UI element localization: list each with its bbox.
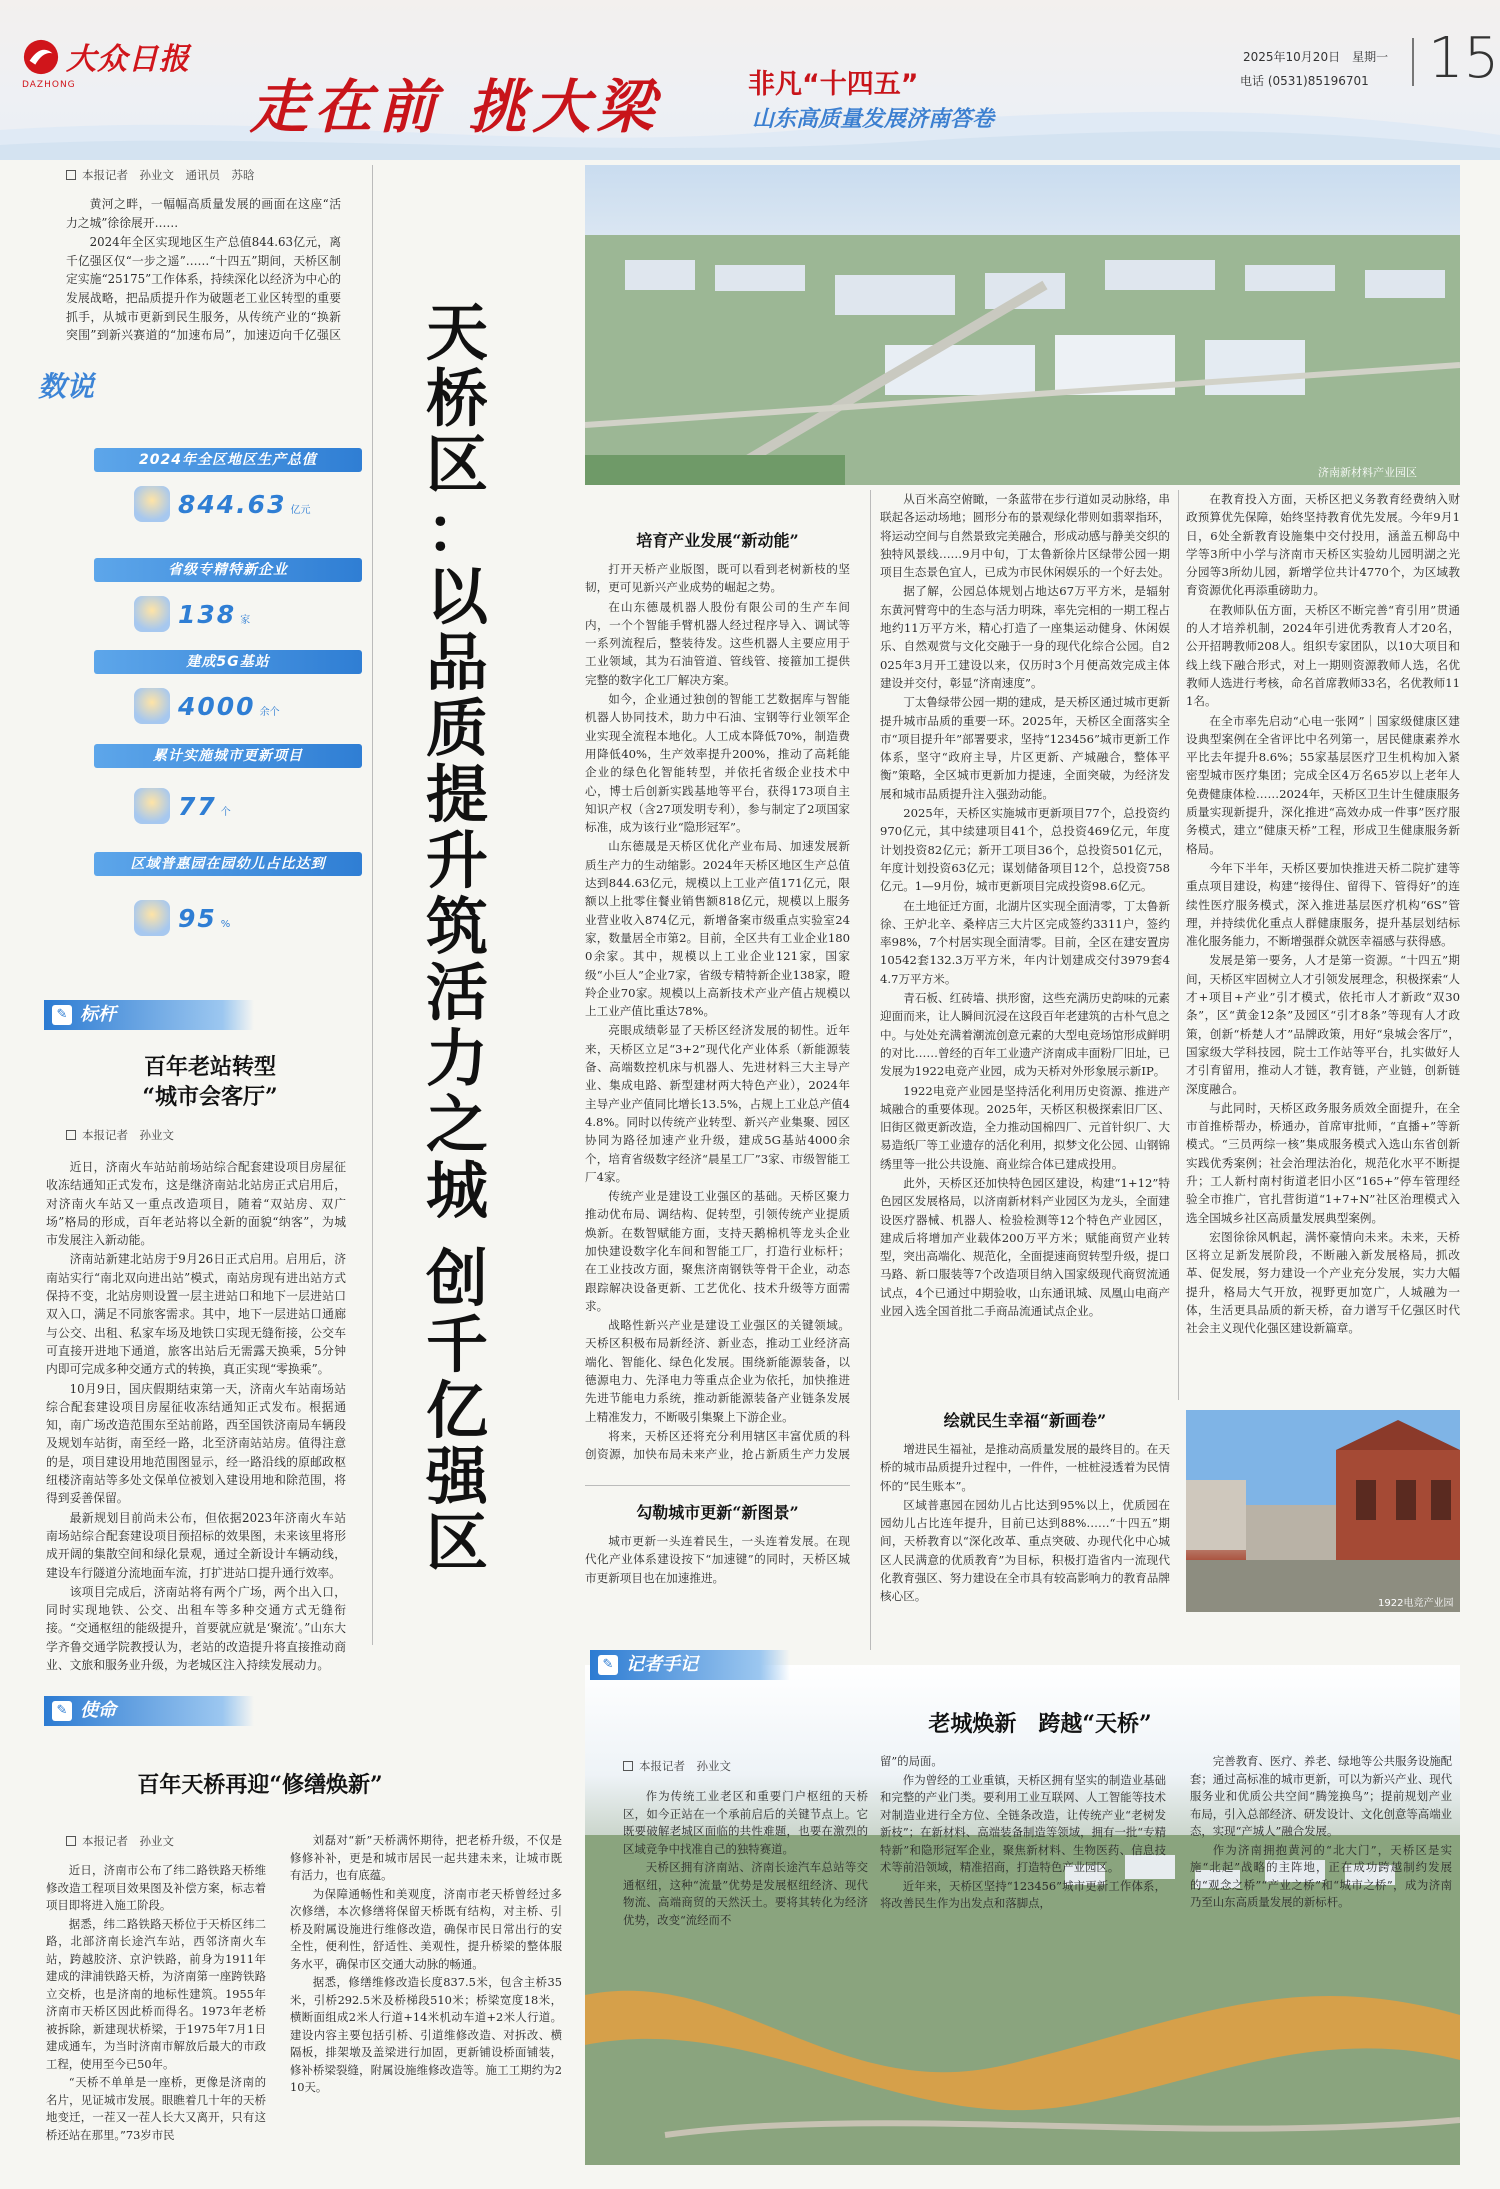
body-paragraph: 打开天桥产业版图，既可以看到老树新枝的坚韧，更可见新兴产业成势的崛起之势。 bbox=[585, 562, 850, 595]
stat-label: 省级专精特新企业 bbox=[94, 558, 362, 582]
body-paragraph: 在土地征迁方面，北湖片区实现全面清零，丁太鲁新徐、王炉北辛、桑梓店三大片区完成签约3311户，签约率98%，7个村居实现全面清零。目前，全区在建安置房10542套132.3万平方米，年内计划建成交付3979套44.7万平方米。 bbox=[880, 898, 1170, 986]
issue-date: 2025年10月20日 星期一 bbox=[1243, 50, 1389, 64]
body-paragraph: 近日，济南火车站站前场站综合配套建设项目房屋征收冻结通知正式发布，这是继济南站北站房正式启用后，对济南火车站又一重点改造项目，随着“双站房、双广场”格局的形成，百年老站将以全新的面貌“纳客”，为城市发展注入新动能。 bbox=[46, 1160, 346, 1248]
stat-value: 138 家 bbox=[178, 600, 251, 629]
body-paragraph: 亮眼成绩彰显了天桥区经济发展的韧性。近年来，天桥区立足“3+2”现代化产业体系（新能源装备、高端数控机床与机器人、先进材料三大主导产业、集成电路、新型建材两大特色产业），2024年主导产业产值同比增长13.5%，占规上工业总产值44.8%。同时以传统产业转型、新兴产业集聚、园区协同为路径加速产业升级，建成5G基站4000余个，培育省级数字经济“晨星工厂”3家、市级智能工厂4家。 bbox=[585, 1023, 850, 1184]
section-b-intro bbox=[585, 1532, 850, 1647]
body-paragraph: 近年来，天桥区坚持“123456”城市更新工作体系，将改善民生作为出发点和落脚点， bbox=[880, 1878, 1166, 1910]
commentary-col1 bbox=[623, 1788, 868, 1948]
five-year-title: 非凡“十四五” bbox=[748, 69, 919, 100]
main-photo-caption: 济南新材料产业园区 bbox=[1318, 466, 1417, 479]
section-divider bbox=[585, 1485, 850, 1486]
lead-paragraph: 2024年全区实现地区生产总值844.63亿元，离千亿强区仅“一步之遥”……“十四五”期间，天桥区制定实施“25175”工作体系，持续深化以经济为中心的发展战略，把品质提升作为破题老工业区转型的重要抓手，从城市更新到民生服务，从传统产业的“换新突围”到新兴赛道的“加速布局”，加速迈向千亿强区 bbox=[66, 235, 341, 343]
body-paragraph: 从百米高空俯瞰，一条蓝带在步行道如灵动脉络，串联起各运动场地；圆形分布的景观绿化带则如翡翠指环，将运动空间与自然景致完美融合，形成动感与静美交织的独特风景线……9月中旬，丁太鲁新徐片区绿带公园一期项目生态景色宜人，已成为市民休闲娱乐的一个好去处。 bbox=[880, 492, 1170, 580]
enterprise-icon bbox=[134, 596, 170, 632]
city-renewal-icon bbox=[134, 788, 170, 824]
body-paragraph: 2025年，天桥区实施城市更新项目77个，总投资约970亿元，其中续建项目41个，总投资469亿元，年度计划投资82亿元；新开工项目36个，总投资501亿元，年度计划投资63亿元；谋划储备项目12个，总投资758亿元。1—9月份，城市更新项目完成投资98.6亿元。 bbox=[880, 806, 1170, 894]
stat-label: 2024年全区地区生产总值 bbox=[94, 448, 362, 472]
body-paragraph: 刘磊对“新”天桥满怀期待，把老桥升级，不仅是修修补补，更是和城市居民一起共建未来，让城市既有活力，也有底蕴。 bbox=[290, 1833, 562, 1882]
body-paragraph: 发展是第一要务，人才是第一资源。“十四五”期间，天桥区牢固树立人才引领发展理念，积极探索“人才+项目+产业”引才模式，依托市人才新政“双30条”，区“黄金12条”及园区“引才8条”等现有人才政策，创新“桥楚人才”品牌政策，用好“泉城会客厅”，国家级大学科技园，院士工作站等平台，扎实做好人才引育留用，推动人才链，教育链，产业链，创新链深度融合。 bbox=[1186, 953, 1460, 1096]
stat-value: 4000 余个 bbox=[178, 692, 280, 721]
body-paragraph: 丁太鲁绿带公园一期的建成，是天桥区通过城市更新提升城市品质的重要一环。2025年，天桥区全面落实全市“项目提升年”部署要求，坚持“123456”城市更新工作体系，坚守“政府主导，片区更新、产城融合，整体平衡”策略，全区城市更新加力提速，全面突破，为经济发展和城市品质提升注入强劲动能。 bbox=[880, 695, 1170, 801]
shiming-byline: 本报记者 孙业文 bbox=[66, 1833, 174, 1849]
body-paragraph: 在全市率先启动“心电一张网”｜国家级健康区建设典型案例在全省评比中名列第一，居民健康素养水平比去年提升8.6%；55家基层医疗卫生机构加入紧密型城市医疗集团；完成全区4万名65岁以上老年人免费健康体检……2024年，天桥区卫生计生健康服务质量实现新提升，深化推进“高效办成一件事”医疗服务模式，建立“健康天桥”工程，形成卫生健康服务新格局。 bbox=[1186, 713, 1460, 856]
stat-value: 844.63 亿元 bbox=[178, 490, 311, 519]
body-paragraph: 将来，天桥区还将充分利用辖区丰富优质的科创资源，加快布局未来产业，抢占新质生产力发展 bbox=[585, 1428, 850, 1462]
body-paragraph: “天桥不单单是一座桥，更像是济南的名片，见证城市发展。眼瞧着几十年的天桥地变迁，一茬又一茬人长大又离开，只有这桥还站在那里。”73岁市民 bbox=[46, 2075, 266, 2142]
commentary-headline: 老城焕新 跨越“天桥” bbox=[928, 1711, 1152, 1737]
body-paragraph: 天桥区拥有济南站、济南长途汽车总站等交通枢纽，这种“流量”优势是发展枢纽经济、现代物流、高端商贸的天然沃土。要将其转化为经济优势，改变“流经而不 bbox=[623, 1860, 868, 1927]
column-divider bbox=[870, 490, 871, 1650]
page-number-divider bbox=[1412, 38, 1414, 86]
body-paragraph: 最新规划目前尚未公布，但依据2023年济南火车站南场站综合配套建设项目预招标的效果图，未来该里将形成开阔的集散空间和绿化景观，通过全新设计车辆动线，建设车行隧道分流地面车流，打扩进站口提升通行效率。 bbox=[46, 1510, 346, 1580]
body-paragraph: 如今，企业通过独创的智能工艺数据库与智能机器人协同技术，助力中石油、宝钢等行业领军企业实现全流程本地化。人工成本降低70%，制造费用降低40%，生产效率提升200%，推动了高耗能企业的绿色化智能转型，并依托省级企业技术中心，博士后创新实践基地等平台，获得173项自主知识产权（含27项发明专利），参与制定了2项国家标准，成为该行业“隐形冠军”。 bbox=[585, 692, 850, 835]
body-paragraph: 城市更新一头连着民生，一头连着发展。在现代化产业体系建设按下“加速键”的同时，天桥区城市更新项目也在加速推进。 bbox=[585, 1534, 850, 1585]
section-b-heading: 勾勒城市更新“新图景” bbox=[636, 1503, 799, 1522]
industrial-park-illustration bbox=[585, 165, 1460, 485]
esports-park-illustration bbox=[1186, 1410, 1460, 1612]
body-paragraph: 该项目完成后，济南站将有两个广场，两个出入口，同时实现地铁、公交、出租车等多种交通方式无缝衔接。“交通枢纽的能级提升，首要就应就是‘聚流’。”山东大学齐鲁交通学院教授认为，老站的改造提升将直接推动商业、文旅和服务业升级，为老城区注入持续发展动力。 bbox=[46, 1584, 346, 1673]
body-paragraph: 与此同时，天桥区政务服务质效全面提升，在全市首推桥帮办，桥通办，首席审批师，“直播+”等新模式。“三员两综一核”集成服务模式入选山东省创新实践优秀案例；社会治理法治化，规范化水平不断提升；工人新村南村街道老旧小区“165+”停车管理经验全市推广，官扎营街道“1+7+N”社区治理模式入选全国城乡社区高质量发展典型案例。 bbox=[1186, 1100, 1460, 1225]
biaogan-byline: 本报记者 孙业文 bbox=[66, 1127, 174, 1143]
main-lead bbox=[66, 195, 341, 345]
column-divider bbox=[372, 165, 373, 1645]
section-c-heading: 绘就民生幸福“新画卷” bbox=[880, 1408, 1170, 1431]
page-subtitle: 山东高质量发展济南答卷 bbox=[752, 107, 995, 132]
commentary-byline: 本报记者 孙业文 bbox=[623, 1758, 731, 1774]
contact-phone: 电话 (0531)85196701 bbox=[1240, 74, 1369, 88]
gdp-chart-icon bbox=[134, 486, 170, 522]
body-paragraph: 作为济南拥抱黄河的“北大门”，天桥区是实施“北起”战略的主阵地，正在成功跨越制约发展的“观念之桥”“产业之桥”和“城市之桥”，成为济南乃至山东高质量发展的新标杆。 bbox=[1190, 1842, 1452, 1909]
newspaper-logo-text: 大众日报 bbox=[66, 42, 190, 77]
stat-label: 建成5G基站 bbox=[94, 650, 362, 674]
body-paragraph: 山东德晟是天桥区优化产业布局、加速发展新质生产力的生动缩影。2024年天桥区地区生产总值达到844.63亿元，规模以上工业产值171亿元，限额以上批零住餐业销售额818亿元，规模以上服务业营业收入874亿元，新增备案市级重点实验室24家，数量居全市第2。目前，全区共有工业企业1800余家。其中，规模以上工业企业121家，国家级“小巨人”企业7家，省级专精特新企业138家，瞪羚企业70家。规模以上高新技术产业产值占规模以上工业产值比重达78%。 bbox=[585, 839, 850, 1019]
shiming-headline: 百年天桥再迎“修缮焕新” bbox=[137, 1772, 383, 1798]
body-paragraph: 在教师队伍方面，天桥区不断完善“育引用”贯通的人才培养机制，2024年引进优秀教育人才20名，公开招聘教师208人。组织专家团队，以10大项目和线上线下融合形式，对上一期则资源教师人选，名优教师人选进行考核，命名首席教师33名，名优教师111名。 bbox=[1186, 602, 1460, 709]
body-paragraph: 此外，天桥区还加快特色园区建设，构建“1+12”特色园区发展格局，以济南新材料产业园区为龙头，全面建设医疗器械、机器人、检验检测等12个特色产业园区，建成后将增加产业载体200万平方米；赋能商贸产业转型，突出高端化、规范化，全面提速商贸转型升级，提口马路、新口服装等7个改造项目纳入国家级现代商贸流通试点，4个已通过中期验收，山东通讯城、凤凰山电商产业园入选全国首批二手商品流通试点企业。 bbox=[880, 1175, 1170, 1319]
body-paragraph: 据悉，修缮维修改造长度837.5米，包含主桥35米，引桥292.5米及桥梯段510米；桥梁宽度18米，横断面组成2米人行道+14米机动车道+2米人行道。建设内容主要包括引桥、引道维修改造、对拆改、横隔板，排架墩及盖梁进行加固，更新铺设桥面铺装，修补桥梁裂缝，附属设施维修改造等。施工工期约为210天。 bbox=[290, 1975, 562, 2094]
industrial-park-aerial-photo bbox=[585, 165, 1460, 485]
stat-value: 95 % bbox=[178, 904, 231, 933]
body-paragraph: 近日，济南市公布了纬二路铁路天桥维修改造工程项目效果图及补偿方案，标志着项目即将进入施工阶段。 bbox=[46, 1863, 266, 1912]
dazhong-logo-icon bbox=[22, 38, 60, 76]
commentary-col2 bbox=[880, 1753, 1166, 1953]
body-paragraph: 战略性新兴产业是建设工业强区的关键领域。天桥区积极布局新经济、新业态，推动工业经济高端化、智能化、绿色化发展。围绕新能源装备，以德源电力、先泽电力等重点企业为依托，加快推进先进节能电力系统，推动新能源装备产业链条发展上精准发力，不断吸引集聚上下游企业。 bbox=[585, 1318, 850, 1424]
pencil-icon: ✎ bbox=[52, 1701, 72, 1721]
body-paragraph: 区域普惠园在园幼儿占比达到95%以上，优质园在园幼儿占比连年提升，目前已达到88%……“十四五”期间，天桥教育以“深化改革、重点突破、办现代化中心城区人民满意的优质教育”为目标，积极打造省内一流现代化教育强区、努力建设在全市具有较高影响力的教育品牌核心区。 bbox=[880, 1497, 1170, 1604]
biaogan-body bbox=[46, 1158, 346, 1678]
body-paragraph: 据了解，公园总体规划占地达67万平方米，是辐射东黄河臂弯中的生态与活力明珠，率先完相的一期工程占地约11万平方米，精心打造了一座集运动健身、休闲娱乐、自然观赏与文化交融于一身的现代化综合公园。自2025年3月开工建设以来，仅历时3个月便高效完成主体建设并交付，彰显“济南速度”。 bbox=[880, 584, 1170, 690]
body-paragraph: 宏图徐徐风帆起，满怀豪情向未来。未来，天桥区将立足新发展阶段，不断融入新发展格局，抓改革、促发展，努力建设一个产业充分发展，实力大幅提升，格局大气开放，视野更加宽广，人城融为一体，生活更具品质的新天桥，奋力谱写千亿强区时代社会主义现代化强区建设新篇章。 bbox=[1186, 1229, 1460, 1336]
biaogan-section-label: ✎ 标杆 bbox=[44, 1000, 254, 1030]
body-paragraph: 留”的局面。 bbox=[880, 1754, 943, 1768]
esports-photo-caption: 1922电竞产业园 bbox=[1378, 1598, 1454, 1609]
body-paragraph: 据悉，纬二路铁路天桥位于天桥区纬二路，北部济南长途汽车站，西邻济南火车站，跨越胶济、京沪铁路，前身为1911年建成的津浦铁路天桥，为济南第一座跨铁路立交桥，也是济南的地标性建筑。1955年济南市天桥区因此桥而得名。1973年老桥被拆除，新建现状桥梁，于1975年7月1日建成通车，为当时济南市解放后最大的市政工程，使用至今已50年。 bbox=[46, 1916, 266, 2071]
stat-value: 77 个 bbox=[178, 792, 231, 821]
shiming-section-label: ✎ 使命 bbox=[44, 1696, 254, 1726]
shiming-col1 bbox=[46, 1862, 266, 2182]
commentary-col3 bbox=[1190, 1753, 1452, 1953]
section-a-body bbox=[585, 560, 850, 1465]
stat-label: 区域普惠园在园幼儿占比达到 bbox=[94, 852, 362, 876]
shiming-col2 bbox=[290, 1832, 562, 2182]
lead-paragraph: 黄河之畔，一幅幅高质量发展的画面在这座“活力之城”徐徐展开…… bbox=[66, 197, 341, 230]
body-paragraph: 1922电竞产业园是坚持活化利用历史资源、推进产城融合的重要体现。2025年，天桥区积极探索旧厂区、旧街区微更新改造，全力推动国棉四厂、元首针织厂、大易造纸厂等工业遗存的活化利用，拟梦文化公园、山钢锦绣里等一批公共设施、商业综合体已建成投用。 bbox=[880, 1083, 1170, 1171]
body-paragraph: 在山东德晟机器人股份有限公司的生产车间内，一个个智能手臂机器人经过程序导入、调试等一系列流程后，整装待发。这些机器人主要应用于工业领域，其为石油管道、管线管、接箍加工提供完整的数字化工厂解决方案。 bbox=[585, 599, 850, 687]
page-number: 15 bbox=[1428, 26, 1500, 91]
page-slogan: 走在前 挑大梁 bbox=[250, 73, 661, 141]
pencil-icon: ✎ bbox=[598, 1655, 618, 1675]
body-paragraph: 济南站新建北站房于9月26日正式启用。启用后，济南站实行“南北双向进出站”模式，南站房现有进出站方式保持不变，北站房则设置一层主进站口和地下一层进站口双入口，满足不同旅客需求。其中，地下一层进站口通廊与公交、出租、私家车场及地铁口实现无缝衔接，公交车可直接开进地下通道，旅客出站后无需露天换乘，5分钟内即可完成多种交通方式的转换，真正实现“零换乘”。 bbox=[46, 1252, 346, 1377]
section-c-body bbox=[1186, 490, 1460, 1400]
section-a-heading: 培育产业发展“新动能” bbox=[636, 531, 799, 550]
body-paragraph: 作为传统工业老区和重要门户枢纽的天桥区，如今正站在一个承前启后的关键节点上。它既要破解老城区面临的共性难题，也要在激烈的区域竞争中找准自己的独特赛道。 bbox=[623, 1789, 868, 1856]
column-divider bbox=[1178, 490, 1179, 1400]
body-paragraph: 10月9日，国庆假期结束第一天，济南火车站南场站综合配套建设项目房屋征收冻结通知正式发布。根据通知，南广场改造范围东至站前路，西至国铁济南局车辆段及规划车站街，南至经一路，北至济南站站房。值得注意的是，项目建设用地范围图显示，经一路沿线的原邮政枢纽楼济南站等多处文保单位被划入建设用地和除范围，将得到妥善保留。 bbox=[46, 1381, 346, 1506]
body-paragraph: 在教育投入方面，天桥区把义务教育经费纳入财政预算优先保障，始终坚持教育优先发展。今年9月1日，6处全新教育设施集中交付投用，涵盖五柳岛中学等3所中小学与济南市天桥区实验幼儿园明湖之光分园等3所幼儿园，新增学位共计4770个，为区域教育资源优化再添重磅助力。 bbox=[1186, 492, 1460, 598]
section-c-intro bbox=[880, 1440, 1170, 1650]
stat-label: 累计实施城市更新项目 bbox=[94, 744, 362, 768]
newspaper-logo-sub: DAZHONG bbox=[22, 80, 76, 90]
body-paragraph: 青石板、红砖墙、拱形窗，这些充满历史韵味的元素迎面而来，让人瞬间沉浸在这段百年老建筑的古朴气息之中。与处处充满着潮流创意元素的大型电竞场馆形成鲜明的对比……曾经的百年工业遗产济南成丰面粉厂旧址，已发展为1922电竞产业园，成为天桥对外形象展示新IP。 bbox=[880, 991, 1170, 1079]
esports-park-photo bbox=[1186, 1410, 1460, 1612]
5g-tower-icon bbox=[134, 688, 170, 724]
main-headline: 天 桥 区 ： 以 品 质 提 升 筑 活 力 之 城 创 千 亿 强 区 bbox=[425, 296, 488, 1579]
pencil-icon: ✎ bbox=[52, 1005, 72, 1025]
kindergarten-icon bbox=[134, 900, 170, 936]
body-paragraph: 传统产业是建设工业强区的基础。天桥区聚力推动优布局、调结构、促转型，引领传统产业提质焕新。在数智赋能方面，支持天鹅棉机等龙头企业加快建设数字化车间和智能工厂，打造行业标杆；在工业技改方面，聚焦济南钢铁等骨干企业，动态跟踪解决设备更新、工艺优化、技术升级等方面需求。 bbox=[585, 1189, 850, 1313]
commentary-section-label: ✎ 记者手记 bbox=[590, 1650, 790, 1680]
stats-title: 数说 bbox=[38, 370, 95, 403]
body-paragraph: 完善教育、医疗、养老、绿地等公共服务设施配套；通过高标准的城市更新，可以为新兴产业、现代服务业和优质公共空间“腾笼换鸟”；提前规划产业布局，引入总部经济、研发设计、文化创意等高端业态，实现“产城人”融合发展。 bbox=[1190, 1754, 1452, 1838]
main-byline: 本报记者 孙业文 通讯员 苏晗 bbox=[66, 167, 255, 183]
biaogan-headline: 百年老站转型 “城市会客厅” bbox=[142, 1054, 278, 1110]
body-paragraph: 为保障通畅性和美观度，济南市老天桥曾经过多次修缮，本次修缮将保留天桥既有结构，对主桥、引桥及附属设施进行维修改造，确保市民日常出行的安全性，便利性，舒适性、美观性，提升桥梁的整体服务水平，确保市区交通大动脉的畅通。 bbox=[290, 1886, 562, 1971]
body-paragraph: 作为曾经的工业重镇，天桥区拥有坚实的制造业基础和完整的产业门类。要利用工业互联网、人工智能等技术对制造业进行全方位、全链条改造，让传统产业“老树发新枝”；在新材料、高端装备制造等领域，拥有一批“专精特新”和隐形冠军企业，聚焦新材料、生物医药、信息技术等前沿领域，精准招商，打造特色产业园区。 bbox=[880, 1772, 1166, 1874]
stats-panel bbox=[38, 400, 358, 960]
body-paragraph: 今年下半年，天桥区要加快推进天桥二院扩建等重点项目建设，构建“接得住、留得下、管得好”的连续性医疗服务模式，深入推进基层医疗机构“6S”管理，并持续优化重点人群健康服务，提升基层划结标准化服务能力，不断增强群众就医幸福感与获得感。 bbox=[1186, 860, 1460, 949]
body-paragraph: 增进民生福祉，是推动高质量发展的最终目的。在天桥的城市品质提升过程中，一件件，一桩桩浸透着为民情怀的“民生账本”。 bbox=[880, 1442, 1170, 1493]
